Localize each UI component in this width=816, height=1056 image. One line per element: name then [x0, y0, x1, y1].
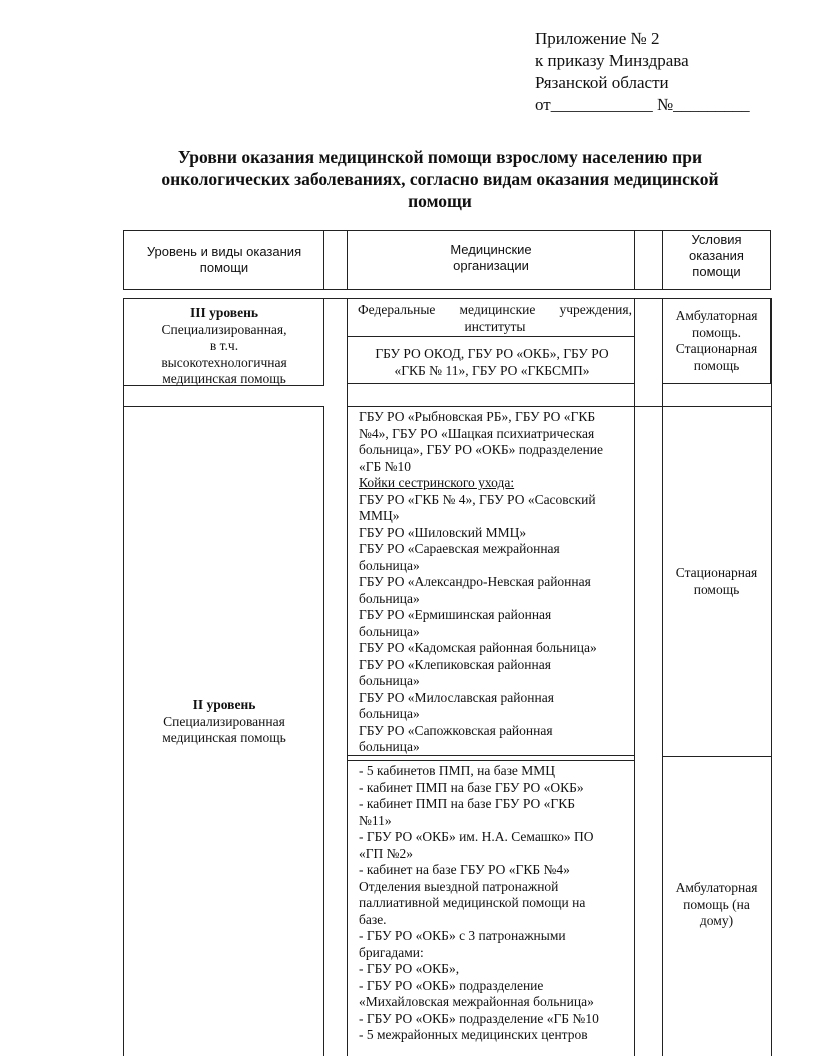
- org-line: больница»: [359, 706, 420, 721]
- org-line: ГБУ РО «Кадомская районная больница»: [359, 640, 597, 655]
- divider: [347, 336, 635, 337]
- title-line: помощи: [408, 191, 472, 211]
- org-line: - кабинет ПМП на базе ГБУ РО «ОКБ»: [359, 779, 584, 795]
- conditions-text: Стационарная: [675, 565, 758, 580]
- level2-outpatient-conditions: [664, 880, 769, 930]
- level3-regional-orgs: [352, 346, 632, 379]
- org-line: ГБУ РО «ГКБ № 4», ГБУ РО «Сасовский: [359, 491, 596, 507]
- org-line: - 5 кабинетов ПМП, на базе ММЦ: [359, 763, 556, 778]
- appendix-block: [535, 28, 750, 116]
- org-line: - ГБУ РО «ОКБ» подразделение «ГБ №10: [359, 1010, 599, 1026]
- header-text: оказания: [689, 248, 744, 263]
- org-line: ГБУ РО «Рыбновская РБ», ГБУ РО «ГКБ: [359, 409, 596, 424]
- org-line: ГБУ РО «Сараевская межрайонная: [359, 541, 560, 556]
- org-line: базе.: [359, 911, 387, 927]
- org-line: - ГБУ РО «ОКБ» им. Н.А. Семашко» ПО: [359, 829, 594, 844]
- header-level-column: [126, 244, 322, 276]
- conditions-text: помощь (на: [683, 896, 750, 912]
- appendix-line: Рязанской области: [535, 73, 669, 92]
- org-text: «ГКБ № 11», ГБУ РО «ГКБСМП»: [394, 362, 590, 378]
- org-text: Федеральные медицинские учреждения,: [358, 302, 632, 317]
- conditions-text: помощь.: [692, 324, 741, 340]
- title-line: Уровни оказания медицинской помощи взрослому населению при: [177, 147, 703, 167]
- conditions-text: помощь: [693, 581, 740, 597]
- divider: [662, 298, 663, 1056]
- conditions-text: Стационарная: [675, 341, 758, 356]
- header-text: Условия: [691, 232, 742, 247]
- conditions-text: дому): [699, 913, 734, 928]
- conditions-text: Амбулаторная: [675, 308, 758, 323]
- org-text: ГБУ РО ОКОД, ГБУ РО «ОКБ», ГБУ РО: [375, 346, 609, 361]
- org-line: больница», ГБУ РО «ОКБ» подразделение: [359, 442, 604, 457]
- org-line: больница»: [359, 557, 420, 573]
- org-line: ГБУ РО «Ермишинская районная: [359, 607, 552, 622]
- divider: [347, 230, 348, 290]
- org-line: - ГБУ РО «ОКБ» с 3 патронажными: [359, 928, 566, 943]
- header-org-column: [350, 242, 632, 274]
- level3-text: высокотехнологичная: [161, 354, 287, 370]
- spacer-cell: [634, 298, 663, 407]
- level3-conditions: [664, 308, 769, 374]
- level2-outpatient-orgs: [359, 763, 635, 1044]
- nursing-beds-heading: Койки сестринского ухода:: [359, 475, 515, 490]
- org-line: бригадами:: [359, 944, 424, 960]
- appendix-line: к приказу Минздрава: [535, 51, 689, 70]
- row-divider: [662, 756, 771, 757]
- org-text: институты: [464, 318, 526, 334]
- level2-title: II уровень: [192, 697, 256, 712]
- org-line: ММЦ»: [359, 508, 400, 523]
- appendix-line: Приложение № 2: [535, 29, 660, 48]
- org-line: «ГП №2»: [359, 845, 414, 861]
- org-line: больница»: [359, 673, 420, 688]
- header-text: помощи: [692, 264, 741, 279]
- conditions-text: Амбулаторная: [675, 880, 758, 895]
- header-text: Уровень и виды оказания: [146, 244, 302, 259]
- org-line: - кабинет на базе ГБУ РО «ГКБ №4»: [359, 862, 570, 877]
- header-text: организации: [453, 258, 529, 273]
- level3-title: III уровень: [189, 305, 258, 320]
- divider: [347, 760, 635, 761]
- divider: [662, 230, 663, 290]
- org-line: больница»: [359, 739, 420, 754]
- org-line: - кабинет ПМП на базе ГБУ РО «ГКБ: [359, 796, 575, 811]
- title-line: онкологических заболеваниях, согласно видам оказания медицинской: [161, 169, 719, 189]
- org-line: паллиативной медицинской помощи на: [359, 895, 586, 910]
- level3-text: Специализированная,: [161, 321, 287, 337]
- org-line: ГБУ РО «Милославская районная: [359, 689, 554, 705]
- org-line: - ГБУ РО «ОКБ»,: [359, 961, 460, 976]
- org-line: больница»: [359, 623, 420, 639]
- conditions-text: помощь: [693, 357, 740, 373]
- org-line: №11»: [359, 812, 392, 828]
- header-conditions-column: [664, 232, 769, 280]
- org-line: «Михайловская межрайонная больница»: [359, 994, 594, 1009]
- level3-label: [125, 305, 323, 388]
- level2-inpatient-orgs: [359, 409, 635, 756]
- level2-text: Специализированная: [163, 713, 285, 729]
- org-line: больница»: [359, 590, 420, 606]
- divider: [323, 230, 324, 290]
- org-line: ГБУ РО «Клепиковская районная: [359, 656, 551, 672]
- header-text: помощи: [199, 260, 249, 275]
- appendix-line: от____________ №_________: [535, 95, 750, 114]
- org-line: Отделения выездной патронажной: [359, 878, 559, 894]
- org-line: ГБУ РО «Александро-Невская районная: [359, 574, 591, 589]
- level3-federal-orgs: [358, 302, 632, 335]
- document-title: [130, 146, 750, 212]
- divider: [634, 230, 635, 290]
- table-right-border: [771, 298, 772, 1056]
- level2-text: медицинская помощь: [162, 730, 286, 745]
- header-text: Медицинские: [450, 242, 532, 257]
- org-line: «ГБ №10: [359, 458, 412, 474]
- org-line: ГБУ РО «Шиловский ММЦ»: [359, 524, 527, 540]
- level2-inpatient-conditions: [664, 565, 769, 598]
- level3-text: медицинская помощь: [162, 371, 286, 386]
- org-line: ГБУ РО «Сапожковская районная: [359, 722, 553, 738]
- org-line: №4», ГБУ РО «Шацкая психиатрическая: [359, 425, 595, 441]
- level2-label: [125, 697, 323, 747]
- level3-text: в т.ч.: [209, 338, 239, 353]
- org-line: - ГБУ РО «ОКБ» подразделение: [359, 977, 544, 993]
- org-line: - 5 межрайонных медицинских центров: [359, 1027, 588, 1042]
